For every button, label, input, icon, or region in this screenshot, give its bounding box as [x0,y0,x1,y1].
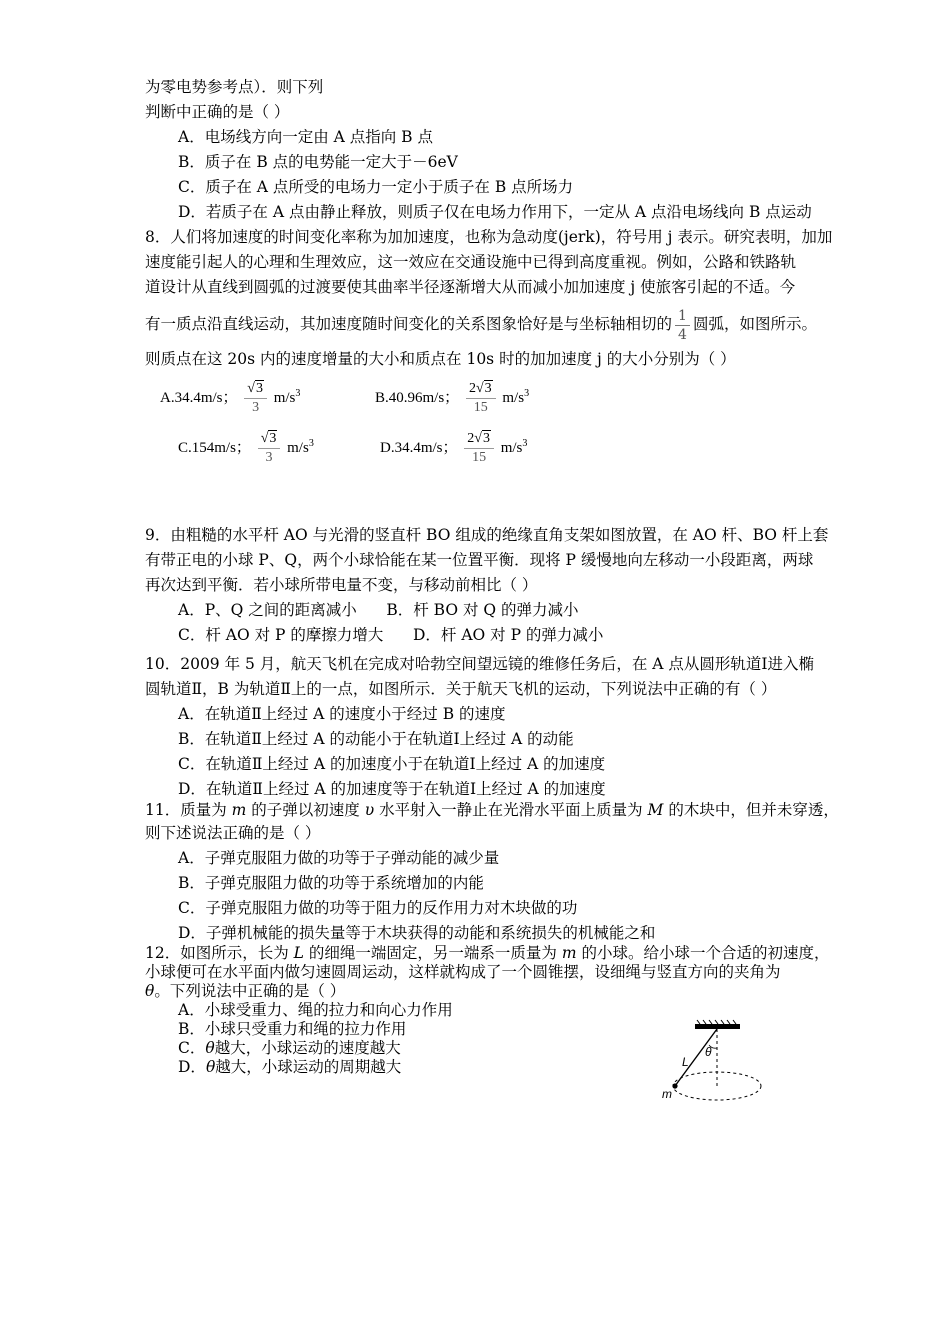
fraction-numerator: 1 [675,307,690,326]
q8-d-label: D.34.4m/s； [380,439,458,456]
q8-a-unit: $m/s^3$ [273,387,301,406]
var-m: m [561,944,577,962]
ball [672,1083,677,1088]
q11-option-c: C．子弹克服阻力做的功等于阻力的反作用力对木块做的功 [178,899,578,917]
q11-option-a: A．子弹克服阻力做的功等于子弹动能的减少量 [178,849,500,867]
q8-d-radicand: 3 [482,431,490,446]
q10-line2: 圆轨道Ⅱ，B 为轨道Ⅱ上的一点，如图所示．关于航天飞机的运动，下列说法中正确的有（ ） [145,680,777,698]
mass-label: m [662,1087,672,1101]
q12-line1: 12．如图所示，长为 L 的细绳一端固定，另一端系一质量为 m 的小球。给小球一个合适的初速度， [145,944,830,962]
q10-option-d: D．在轨道Ⅱ上经过 A 的加速度等于在轨道Ⅰ上经过 A 的加速度 [178,780,606,798]
fraction-denominator: 4 [678,326,687,343]
q12-option-a: A．小球受重力、绳的拉力和向心力作用 [178,1001,453,1019]
sqrt-symbol: √3 [260,431,277,446]
q11-line1: 11．质量为 m 的子弹以初速度 υ 水平射入一静止在光滑水平面上质量为 M 的木块中，但并未穿透， [145,801,839,819]
q8-option-d [380,430,527,467]
var-v: υ [364,801,375,819]
q8-c-unit: $m/s^3$ [287,437,314,456]
q8-a-radicand: 3 [255,381,263,396]
var-m: m [231,801,247,819]
q10-option-a: A．在轨道Ⅱ上经过 A 的速度小于经过 B 的速度 [178,705,506,723]
q9-line3: 再次达到平衡．若小球所带电量不变，与移动前相比（ ） [145,576,538,594]
ceiling-support [695,1020,740,1029]
q8-line3: 道设计从直线到圆弧的过渡要使其曲率半径逐渐增大从而减小加加速度 j 使旅客引起的不适。今 [145,278,796,296]
q8-line4-pre: 有一质点沿直线运动，其加速度随时间变化的关系图象恰好是与坐标轴相切的 [145,315,673,333]
q8-a-label: A.34.4m/s； [160,389,238,406]
sqrt-symbol: √3 [475,381,492,396]
q7-line1: 为零电势参考点）．则下列 [145,78,324,96]
var-L: L [293,944,304,962]
q8-c-den: 3 [265,450,273,465]
q10-option-c: C．在轨道Ⅱ上经过 A 的加速度小于在轨道Ⅰ上经过 A 的加速度 [178,755,606,773]
q8-line1: 8．人们将加速度的时间变化率称为加加速度，也称为急动度(jerk)，符号用 j 表示。研究表明，加加 [145,228,833,246]
q7-option-a: A．电场线方向一定由 A 点指向 B 点 [178,128,433,146]
sqrt-symbol: √3 [247,381,263,396]
q7-option-c: C．质子在 A 点所受的电场力一定小于质子在 B 点所场力 [178,178,574,196]
q10-line1: 10．2009 年 5 月，航天飞机在完成对哈勃空间望远镜的维修任务后，在 A 点从圆形轨道Ⅰ进入椭 [145,655,814,673]
sqrt-symbol: √3 [474,431,490,446]
q9-line1: 9．由粗糙的水平杆 AO 与光滑的竖直杆 BO 组成的绝缘直角支架如图放置，在 AO 杆、BO 杆上套 [145,526,829,544]
q12-option-c: C．θ越大，小球运动的速度越大 [178,1039,401,1057]
q7-line2: 判断中正确的是（ ） [145,103,290,121]
q9-options-cd: C．杆 AO 对 P 的摩擦力增大 D．杆 AO 对 P 的弹力减小 [178,626,604,644]
q8-b-radicand: 3 [484,381,492,396]
q12-option-b: B．小球只受重力和绳的拉力作用 [178,1020,407,1038]
q11-option-d: D．子弹机械能的损失量等于木块获得的动能和系统损失的机械能之和 [178,924,656,942]
q8-b-den: 15 [473,400,488,415]
q12-line3: θ。下列说法中正确的是（ ） [145,982,346,1000]
q12-line2: 小球便可在水平面内做匀速圆周运动，这样就构成了一个圆锥摆，设细绳与竖直方向的夹角为 [145,963,781,981]
q8-option-a [160,380,300,417]
var-theta: θ [145,982,155,1000]
q8-a-den: 3 [252,400,260,415]
q10-option-b: B．在轨道Ⅱ上经过 A 的动能小于在轨道Ⅰ上经过 A 的动能 [178,730,574,748]
length-label: L [682,1055,689,1069]
q8-line5: 则质点在这 20s 内的速度增量的大小和质点在 10s 时的加加速度 j 的大小分别为（ ） [145,350,736,368]
q8-b-unit: $m/s^3$ [502,387,530,406]
var-M: M [647,801,664,819]
q9-line2: 有带正电的小球 P、Q，两个小球恰能在某一位置平衡．现将 P 缓慢地向左移动一小段距离，两球 [145,551,814,569]
q8-option-b [375,380,529,417]
q8-b-coef: 2 [468,381,476,396]
q8-line2: 速度能引起人的心理和生理效应，这一效应在交通设施中已得到高度重视。例如，公路和铁路轨 [145,253,797,271]
q11-option-b: B．子弹克服阻力做的功等于系统增加的内能 [178,874,484,892]
q8-b-fraction [466,380,496,417]
q8-d-den: 15 [472,450,487,465]
q8-d-fraction [464,430,494,467]
q8-c-label: C.154m/s； [178,439,251,456]
q12-option-d: D．θ越大，小球运动的周期越大 [178,1058,402,1076]
quarter-fraction [675,307,690,344]
q9-options-ab: A．P、Q 之间的距离减小 B．杆 BO 对 Q 的弹力减小 [178,601,579,619]
q7-option-d: D．若质子在 A 点由静止释放，则质子仅在电场力作用下，一定从 A 点沿电场线向 B 点运动 [178,203,812,221]
q8-line4 [145,305,817,344]
q8-b-label: B.40.96m/s； [375,389,460,406]
q11-line2: 则下述说法正确的是（ ） [145,824,321,842]
q8-option-c [178,430,314,467]
q7-option-b: B．质子在 B 点的电势能一定大于－6eV [178,153,458,171]
conical-pendulum-figure [650,1018,800,1110]
theta-label: θ [705,1045,712,1059]
q8-d-unit: $m/s^3$ [500,437,528,456]
q8-c-radicand: 3 [269,431,277,446]
q8-c-fraction [258,430,281,467]
q8-d-coef: 2 [467,431,475,446]
q8-a-fraction [244,380,267,417]
q8-line4-post: 圆弧，如图所示。 [692,315,817,333]
